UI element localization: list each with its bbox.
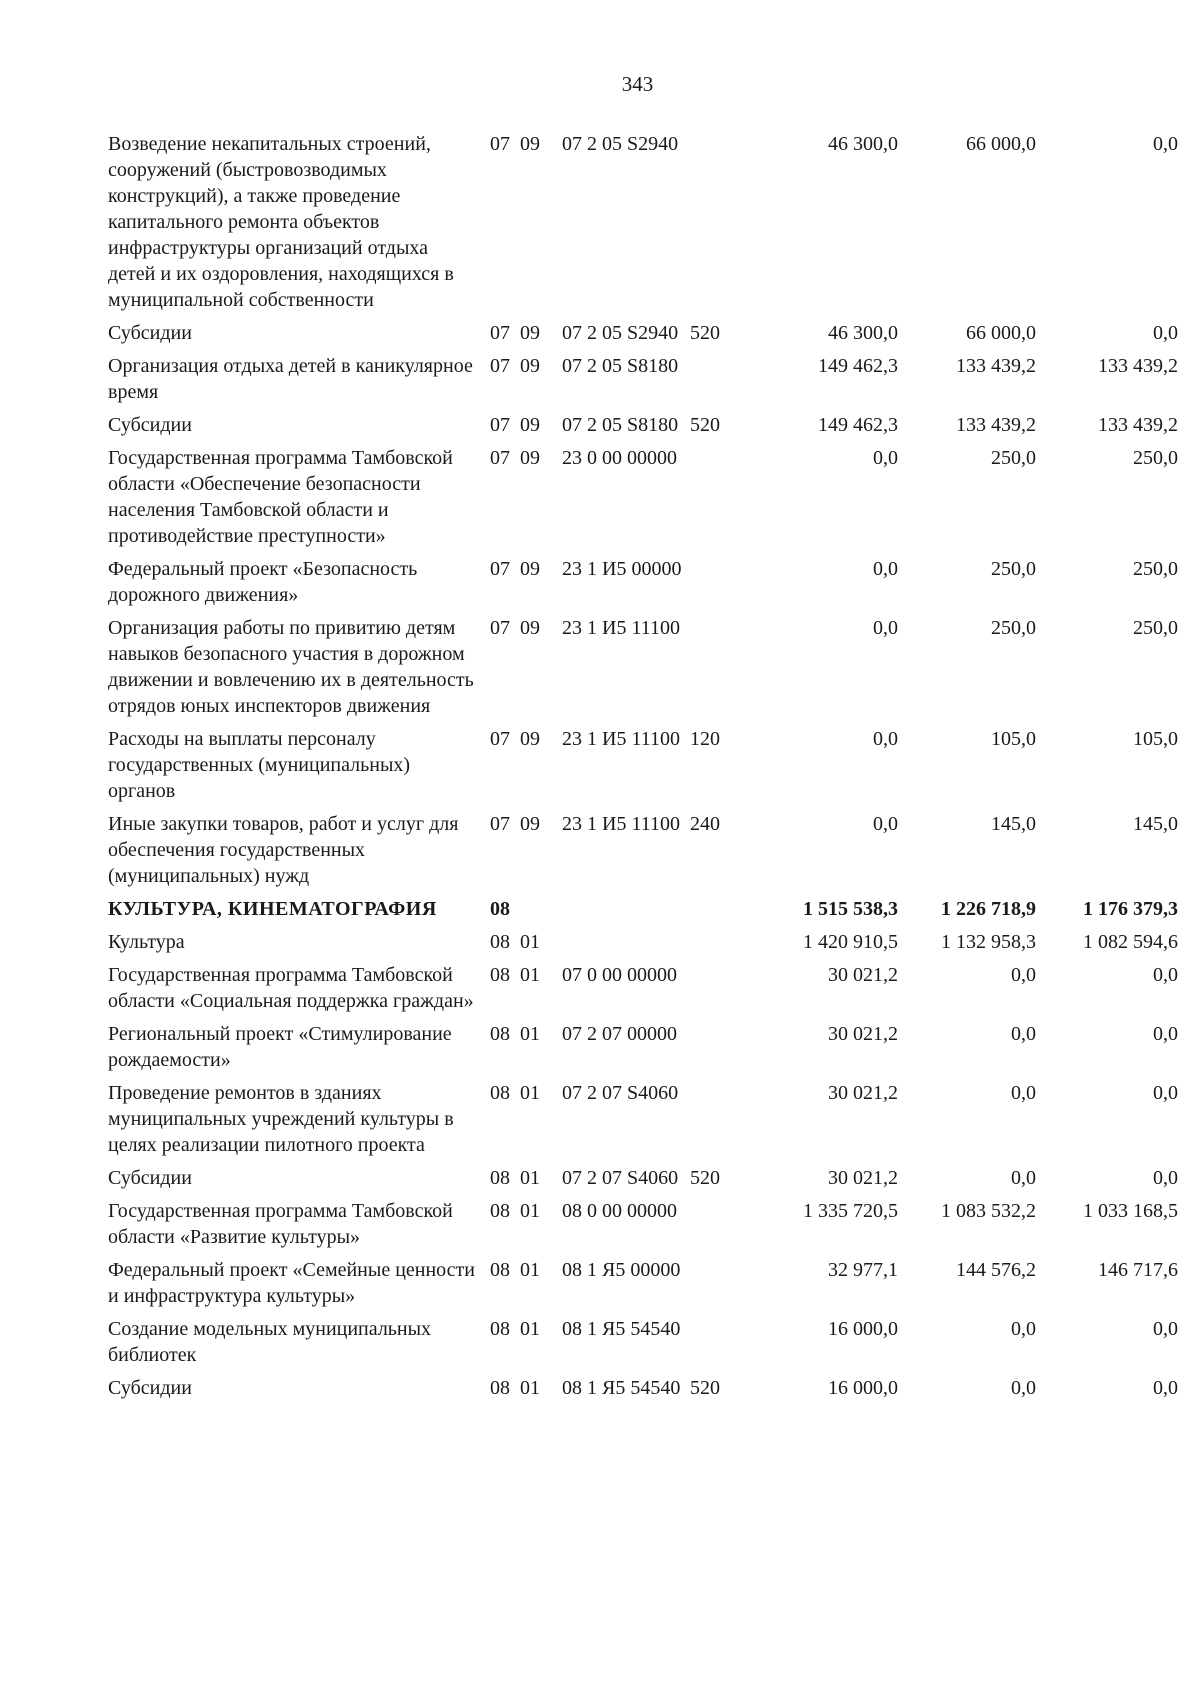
table-row [108,893,1178,926]
item-name: Государственная программа Тамбовской области «Социальная поддержка граждан» [108,964,474,1012]
amount-year-3: 105,0 [1133,728,1178,750]
section-code: 07 [490,133,510,155]
table-row [108,1018,1178,1077]
target-article-code: 23 1 И5 00000 [562,558,682,580]
amount-year-2: 250,0 [991,447,1036,469]
amount-year-1: 46 300,0 [828,322,898,344]
amount-year-3: 0,0 [1153,1318,1178,1340]
target-article-code: 08 1 Я5 00000 [562,1259,681,1281]
amount-year-1: 1 515 538,3 [803,898,898,920]
expense-type-code [686,1254,736,1313]
item-name: Федеральный проект «Семейные ценности и инфраструктура культуры» [108,1259,476,1307]
amount-year-1: 0,0 [873,447,898,469]
item-name: Субсидии [108,322,192,344]
item-name: Организация отдыха детей в каникулярное время [108,355,473,403]
amount-year-2: 1 083 532,2 [941,1200,1036,1222]
target-article-code [554,893,686,926]
table-row [108,409,1178,442]
item-name: Создание модельных муниципальных библиотек [108,1318,432,1366]
target-article-code: 07 2 05 S8180 [562,355,679,377]
section-code: 08 [490,1023,510,1045]
section-code: 08 [490,931,510,953]
amount-year-2: 0,0 [1011,1377,1036,1399]
table-row [108,723,1178,808]
subsection-code: 09 [520,447,540,469]
subsection-code: 01 [520,1167,540,1189]
amount-year-2: 1 132 958,3 [941,931,1036,953]
target-article-code: 07 2 07 00000 [562,1023,677,1045]
amount-year-3: 145,0 [1133,813,1178,835]
item-name: Субсидии [108,1167,192,1189]
expense-type-code [686,1195,736,1254]
table-row [108,1077,1178,1162]
amount-year-1: 16 000,0 [828,1377,898,1399]
item-name: Культура [108,931,185,953]
subsection-code: 09 [520,133,540,155]
table-row [108,808,1178,893]
subsection-code: 01 [520,1200,540,1222]
expense-type-code: 120 [690,728,720,750]
amount-year-3: 1 033 168,5 [1083,1200,1178,1222]
amount-year-2: 133 439,2 [956,355,1036,377]
item-name: Государственная программа Тамбовской области «Развитие культуры» [108,1200,453,1248]
amount-year-2: 0,0 [1011,1023,1036,1045]
item-name: Организация работы по привитию детям навыков безопасного участия в дорожном движении и вовлечению их в деятельность отрядов юных инспекторов движения [108,617,474,717]
amount-year-3: 0,0 [1153,133,1178,155]
amount-year-3: 133 439,2 [1098,414,1178,436]
table-row [108,1313,1178,1372]
target-article-code [554,926,686,959]
expense-type-code: 240 [690,813,720,835]
subsection-code: 01 [520,931,540,953]
amount-year-2: 0,0 [1011,1082,1036,1104]
amount-year-1: 30 021,2 [828,1082,898,1104]
item-name: Федеральный проект «Безопасность дорожного движения» [108,558,418,606]
amount-year-1: 30 021,2 [828,964,898,986]
amount-year-2: 1 226 718,9 [941,898,1036,920]
subsection-code: 09 [520,355,540,377]
target-article-code: 08 1 Я5 54540 [562,1318,681,1340]
subsection-code: 01 [520,1082,540,1104]
item-name: Государственная программа Тамбовской области «Обеспечение безопасности населения Тамбовской области и противодействие преступности» [108,447,453,547]
amount-year-3: 0,0 [1153,1377,1178,1399]
table-row [108,350,1178,409]
section-code: 07 [490,813,510,835]
amount-year-2: 0,0 [1011,1318,1036,1340]
amount-year-2: 66 000,0 [966,322,1036,344]
item-name: КУЛЬТУРА, КИНЕМАТОГРАФИЯ [108,898,437,920]
amount-year-2: 105,0 [991,728,1036,750]
table-row [108,612,1178,723]
section-code: 07 [490,558,510,580]
subsection-code: 01 [520,1318,540,1340]
target-article-code: 08 0 00 00000 [562,1200,677,1222]
target-article-code: 07 0 00 00000 [562,964,677,986]
table-row [108,1195,1178,1254]
expense-type-code [686,1077,736,1162]
subsection-code [518,893,554,926]
expense-type-code: 520 [690,322,720,344]
expense-type-code [686,350,736,409]
target-article-code: 23 1 И5 11100 [562,728,680,750]
item-name: Иные закупки товаров, работ и услуг для обеспечения государственных (муниципальных) нужд [108,813,459,887]
table-row [108,442,1178,553]
amount-year-1: 149 462,3 [818,414,898,436]
expense-type-code [686,612,736,723]
subsection-code: 09 [520,617,540,639]
amount-year-1: 0,0 [873,617,898,639]
amount-year-2: 66 000,0 [966,133,1036,155]
table-row [108,317,1178,350]
section-code: 08 [490,898,510,920]
expense-type-code [686,893,736,926]
expense-type-code [686,1018,736,1077]
expense-type-code [686,1313,736,1372]
amount-year-1: 1 420 910,5 [803,931,898,953]
expense-type-code [686,926,736,959]
expense-type-code: 520 [690,414,720,436]
section-code: 08 [490,1082,510,1104]
amount-year-2: 144 576,2 [956,1259,1036,1281]
subsection-code: 01 [520,1259,540,1281]
amount-year-1: 30 021,2 [828,1167,898,1189]
amount-year-3: 1 082 594,6 [1083,931,1178,953]
subsection-code: 09 [520,414,540,436]
table-row [108,1254,1178,1313]
target-article-code: 08 1 Я5 54540 [562,1377,681,1399]
item-name: Субсидии [108,414,192,436]
expense-type-code [686,553,736,612]
amount-year-2: 250,0 [991,617,1036,639]
subsection-code: 09 [520,322,540,344]
section-code: 07 [490,617,510,639]
amount-year-2: 250,0 [991,558,1036,580]
amount-year-3: 0,0 [1153,322,1178,344]
amount-year-1: 0,0 [873,728,898,750]
subsection-code: 09 [520,558,540,580]
expense-type-code [686,959,736,1018]
section-code: 08 [490,1377,510,1399]
table-row [108,926,1178,959]
expense-type-code [686,128,736,317]
target-article-code: 23 1 И5 11100 [562,617,680,639]
amount-year-1: 0,0 [873,558,898,580]
section-code: 07 [490,322,510,344]
item-name: Возведение некапитальных строений, сооружений (быстровозводимых конструкций), а также проведение капитального ремонта объектов инфраструктуры организаций отдыха детей и их оздоровления, находящихся в муниципальной собственности [108,133,454,311]
target-article-code: 07 2 07 S4060 [562,1082,679,1104]
section-code: 07 [490,728,510,750]
amount-year-3: 146 717,6 [1098,1259,1178,1281]
amount-year-1: 1 335 720,5 [803,1200,898,1222]
table-row [108,1372,1178,1405]
target-article-code: 07 2 05 S2940 [562,133,679,155]
amount-year-3: 250,0 [1133,558,1178,580]
amount-year-1: 16 000,0 [828,1318,898,1340]
item-name: Региональный проект «Стимулирование рождаемости» [108,1023,452,1071]
table-row [108,1162,1178,1195]
target-article-code: 23 0 00 00000 [562,447,677,469]
subsection-code: 09 [520,728,540,750]
amount-year-2: 0,0 [1011,964,1036,986]
amount-year-1: 32 977,1 [828,1259,898,1281]
amount-year-3: 0,0 [1153,1023,1178,1045]
section-code: 07 [490,355,510,377]
item-name: Субсидии [108,1377,192,1399]
subsection-code: 01 [520,1377,540,1399]
amount-year-3: 0,0 [1153,1167,1178,1189]
budget-table [108,128,1178,1405]
amount-year-2: 133 439,2 [956,414,1036,436]
amount-year-1: 0,0 [873,813,898,835]
amount-year-3: 250,0 [1133,617,1178,639]
table-row [108,553,1178,612]
table-row [108,959,1178,1018]
section-code: 08 [490,964,510,986]
amount-year-2: 145,0 [991,813,1036,835]
amount-year-3: 250,0 [1133,447,1178,469]
target-article-code: 07 2 07 S4060 [562,1167,679,1189]
target-article-code: 07 2 05 S2940 [562,322,679,344]
amount-year-3: 0,0 [1153,964,1178,986]
amount-year-1: 149 462,3 [818,355,898,377]
expense-type-code [686,442,736,553]
item-name: Расходы на выплаты персоналу государственных (муниципальных) органов [108,728,411,802]
amount-year-3: 0,0 [1153,1082,1178,1104]
section-code: 08 [490,1200,510,1222]
target-article-code: 23 1 И5 11100 [562,813,680,835]
section-code: 08 [490,1259,510,1281]
target-article-code: 07 2 05 S8180 [562,414,679,436]
amount-year-2: 0,0 [1011,1167,1036,1189]
amount-year-1: 30 021,2 [828,1023,898,1045]
page-number: 343 [621,72,654,96]
section-code: 07 [490,414,510,436]
amount-year-3: 1 176 379,3 [1083,898,1178,920]
amount-year-3: 133 439,2 [1098,355,1178,377]
expense-type-code: 520 [690,1377,720,1399]
subsection-code: 01 [520,964,540,986]
amount-year-1: 46 300,0 [828,133,898,155]
item-name: Проведение ремонтов в зданиях муниципальных учреждений культуры в целях реализации пилотного проекта [108,1082,454,1156]
section-code: 08 [490,1318,510,1340]
expense-type-code: 520 [690,1167,720,1189]
table-row [108,128,1178,317]
subsection-code: 01 [520,1023,540,1045]
subsection-code: 09 [520,813,540,835]
section-code: 07 [490,447,510,469]
section-code: 08 [490,1167,510,1189]
budget-table-body [108,128,1178,1405]
